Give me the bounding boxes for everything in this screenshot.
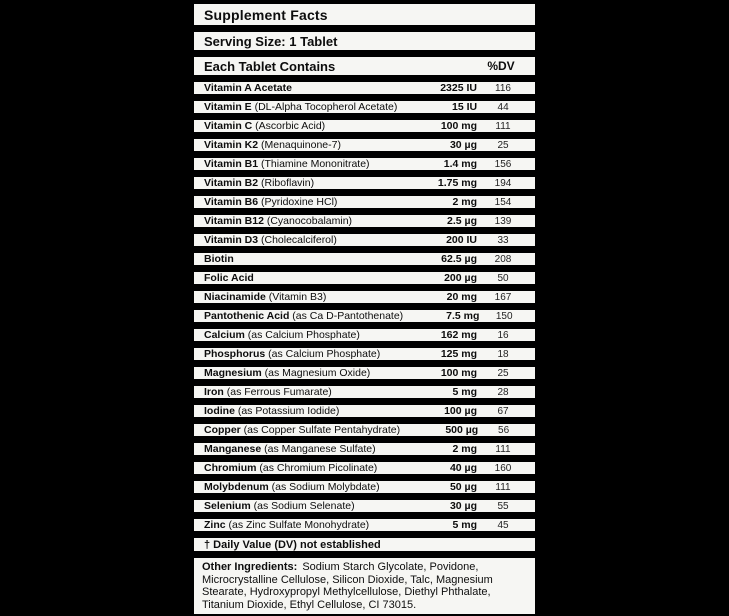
nutrient-name-cell bbox=[204, 215, 397, 227]
nutrient-detail: (as Potassium Iodide) bbox=[234, 405, 340, 417]
title-panel bbox=[192, 2, 537, 27]
nutrient-name: Phosphorus bbox=[204, 348, 266, 360]
nutrient-row bbox=[192, 422, 537, 438]
nutrient-row bbox=[192, 479, 537, 495]
nutrient-amount: 100 mg bbox=[440, 367, 477, 379]
nutrient-amount: 40 µg bbox=[449, 462, 477, 474]
nutrient-row bbox=[192, 346, 537, 362]
nutrient-detail: (as Chromium Picolinate) bbox=[256, 462, 378, 474]
nutrient-name-cell bbox=[204, 196, 397, 208]
nutrient-detail: (as Manganese Sulfate) bbox=[261, 443, 376, 455]
nutrient-dv: 154 bbox=[494, 196, 512, 208]
nutrient-dv: 167 bbox=[494, 291, 512, 303]
nutrient-row bbox=[192, 441, 537, 457]
nutrient-name-cell bbox=[204, 272, 397, 284]
nutrient-row bbox=[192, 118, 537, 134]
nutrient-dv: 160 bbox=[494, 462, 512, 474]
nutrient-name-cell bbox=[204, 348, 397, 360]
nutrient-amount: 162 mg bbox=[440, 329, 477, 341]
nutrient-detail: (Thiamine Mononitrate) bbox=[258, 158, 370, 170]
nutrient-dv: 150 bbox=[495, 310, 513, 322]
nutrient-amount: 2325 IU bbox=[440, 82, 477, 94]
nutrient-amount: 200 IU bbox=[446, 234, 477, 246]
nutrient-row bbox=[192, 517, 537, 533]
nutrient-amount: 100 mg bbox=[440, 120, 477, 132]
nutrient-detail: (Vitamin B3) bbox=[265, 291, 327, 303]
nutrient-name-cell bbox=[204, 405, 397, 417]
nutrient-detail: (Ascorbic Acid) bbox=[252, 120, 326, 132]
nutrient-name: Molybdenum bbox=[204, 481, 269, 493]
nutrient-dv: 55 bbox=[497, 500, 509, 512]
nutrient-name: Pantothenic Acid bbox=[204, 310, 290, 322]
nutrient-row bbox=[192, 308, 537, 324]
nutrient-name: Folic Acid bbox=[204, 272, 254, 284]
nutrient-name-cell bbox=[204, 443, 397, 455]
nutrient-dv: 67 bbox=[497, 405, 509, 417]
serving-size-panel bbox=[192, 30, 537, 52]
nutrient-name: Vitamin B12 bbox=[204, 215, 264, 227]
nutrient-name: Vitamin C bbox=[204, 120, 253, 132]
nutrient-name: Vitamin A Acetate bbox=[204, 82, 292, 94]
nutrient-amount: 1.75 mg bbox=[437, 177, 477, 189]
nutrient-amount: 2 mg bbox=[452, 443, 477, 455]
nutrient-name: Calcium bbox=[204, 329, 245, 341]
nutrient-row bbox=[192, 232, 537, 248]
nutrient-detail: (as Sodium Selenate) bbox=[250, 500, 355, 512]
nutrient-amount: 125 mg bbox=[440, 348, 477, 360]
nutrient-amount: 100 µg bbox=[444, 405, 477, 417]
nutrient-amount: 200 µg bbox=[444, 272, 477, 284]
nutrient-detail: (as Zinc Sulfate Monohydrate) bbox=[225, 519, 370, 531]
nutrient-name-cell bbox=[204, 386, 397, 398]
nutrient-dv: 116 bbox=[495, 82, 511, 94]
nutrient-detail: (as Ferrous Fumarate) bbox=[223, 386, 332, 398]
nutrient-name: Vitamin B6 bbox=[204, 196, 259, 208]
other-ingredients-panel bbox=[192, 556, 537, 616]
nutrient-name-cell bbox=[204, 367, 397, 379]
nutrient-name-cell bbox=[204, 329, 397, 341]
nutrient-detail: (DL-Alpha Tocopherol Acetate) bbox=[251, 101, 398, 113]
nutrient-name-cell bbox=[204, 462, 397, 474]
nutrient-row bbox=[192, 194, 537, 210]
nutrient-name-cell bbox=[204, 291, 397, 303]
nutrient-name: Vitamin B2 bbox=[204, 177, 259, 189]
nutrient-dv: 25 bbox=[497, 367, 509, 379]
nutrient-name: Biotin bbox=[204, 253, 234, 265]
nutrient-amount: 30 µg bbox=[449, 139, 477, 151]
nutrient-row bbox=[192, 498, 537, 514]
nutrient-name: Niacinamide bbox=[204, 291, 266, 303]
nutrient-row bbox=[192, 213, 537, 229]
nutrient-rows bbox=[192, 80, 537, 533]
nutrient-row bbox=[192, 137, 537, 153]
nutrient-amount: 500 µg bbox=[445, 424, 479, 436]
nutrient-amount: 7.5 mg bbox=[446, 310, 480, 322]
nutrient-name-cell bbox=[204, 120, 397, 132]
nutrient-amount: 1.4 mg bbox=[443, 158, 477, 170]
nutrient-name: Manganese bbox=[204, 443, 262, 455]
column-header-panel bbox=[192, 55, 537, 77]
nutrient-dv: 111 bbox=[495, 481, 511, 493]
nutrient-name: Vitamin D3 bbox=[204, 234, 259, 246]
nutrient-name: Copper bbox=[204, 424, 241, 436]
nutrient-name-cell bbox=[204, 424, 400, 436]
nutrient-row bbox=[192, 460, 537, 476]
nutrient-name: Vitamin K2 bbox=[204, 139, 259, 151]
nutrient-amount: 15 IU bbox=[452, 101, 478, 113]
nutrient-name: Vitamin E bbox=[204, 101, 252, 113]
nutrient-name-cell bbox=[204, 139, 397, 151]
nutrient-dv: 111 bbox=[495, 120, 511, 132]
nutrient-dv: 111 bbox=[495, 443, 511, 455]
nutrient-row bbox=[192, 251, 537, 267]
nutrient-name-cell bbox=[204, 101, 397, 113]
nutrient-dv: 16 bbox=[497, 329, 509, 341]
nutrient-detail: (as Magnesium Oxide) bbox=[261, 367, 371, 379]
nutrient-amount: 30 µg bbox=[449, 500, 477, 512]
dv-footnote-panel bbox=[192, 536, 537, 553]
nutrient-name: Iron bbox=[204, 386, 224, 398]
supplement-facts-label bbox=[192, 2, 537, 616]
nutrient-detail: (Menaquinone-7) bbox=[258, 139, 341, 151]
nutrient-detail: (Cholecalciferol) bbox=[258, 234, 337, 246]
nutrient-row bbox=[192, 403, 537, 419]
nutrient-dv: 56 bbox=[498, 424, 510, 436]
nutrient-dv: 139 bbox=[494, 215, 512, 227]
nutrient-detail: (Cyanocobalamin) bbox=[263, 215, 353, 227]
nutrient-row bbox=[192, 327, 537, 343]
nutrient-name-cell bbox=[204, 500, 397, 512]
nutrient-amount: 2.5 µg bbox=[447, 215, 477, 227]
nutrient-row bbox=[192, 365, 537, 381]
other-ingredients-label: Other Ingredients: bbox=[202, 561, 298, 573]
nutrient-dv: 44 bbox=[497, 101, 509, 113]
nutrient-name-cell bbox=[204, 234, 397, 246]
nutrient-name: Chromium bbox=[204, 462, 257, 474]
nutrient-name: Vitamin B1 bbox=[204, 158, 259, 170]
nutrient-dv: 156 bbox=[494, 158, 512, 170]
nutrient-detail: (as Calcium Phosphate) bbox=[265, 348, 381, 360]
nutrient-dv: 33 bbox=[497, 234, 509, 246]
nutrient-row bbox=[192, 384, 537, 400]
dv-column-header: %DV bbox=[487, 59, 515, 73]
nutrient-dv: 25 bbox=[497, 139, 509, 151]
nutrient-name: Iodine bbox=[204, 405, 235, 417]
nutrient-row bbox=[192, 99, 537, 115]
nutrient-detail: (as Sodium Molybdate) bbox=[268, 481, 380, 493]
nutrient-amount: 2 mg bbox=[452, 196, 477, 208]
nutrient-row bbox=[192, 80, 537, 96]
nutrient-detail: (Pyridoxine HCl) bbox=[258, 196, 338, 208]
nutrient-dv: 50 bbox=[497, 272, 509, 284]
nutrient-amount: 20 mg bbox=[446, 291, 477, 303]
nutrient-detail: (Riboflavin) bbox=[258, 177, 315, 189]
nutrient-detail: (as Copper Sulfate Pentahydrate) bbox=[240, 424, 401, 436]
nutrient-name-cell bbox=[204, 82, 397, 94]
nutrient-dv: 208 bbox=[494, 253, 512, 265]
nutrient-dv: 28 bbox=[497, 386, 509, 398]
nutrient-name-cell bbox=[204, 177, 397, 189]
nutrient-dv: 18 bbox=[497, 348, 509, 360]
dv-footnote: † Daily Value (DV) not established bbox=[204, 538, 381, 551]
nutrient-row bbox=[192, 175, 537, 191]
nutrient-amount: 5 mg bbox=[452, 519, 477, 531]
nutrient-amount: 5 mg bbox=[452, 386, 477, 398]
nutrient-name-cell bbox=[204, 253, 397, 265]
nutrient-amount: 50 µg bbox=[449, 481, 477, 493]
nutrient-row bbox=[192, 289, 537, 305]
other-ingredients-text: Sodium Starch Glycolate, Povidone, Microcrystalline Cellulose, Silicon Dioxide, Talc, Magnesium Stearate, Hydroxypropyl Methylcellulose, Diethyl Phthalate, Titanium Dioxide, Ethyl Cellulose, CI 73015. bbox=[202, 561, 493, 611]
nutrient-name-cell bbox=[204, 310, 403, 322]
page-title: Supplement Facts bbox=[204, 6, 328, 23]
nutrient-row bbox=[192, 270, 537, 286]
nutrient-name: Zinc bbox=[204, 519, 226, 531]
serving-size: Serving Size: 1 Tablet bbox=[204, 33, 338, 49]
nutrient-name: Selenium bbox=[204, 500, 251, 512]
nutrient-dv: 194 bbox=[494, 177, 512, 189]
contains-header: Each Tablet Contains bbox=[204, 58, 336, 74]
nutrient-dv: 45 bbox=[497, 519, 509, 531]
nutrient-amount: 62.5 µg bbox=[441, 253, 477, 265]
nutrient-name-cell bbox=[204, 158, 397, 170]
nutrient-detail: (as Ca D-Pantothenate) bbox=[289, 310, 404, 322]
nutrient-name-cell bbox=[204, 519, 397, 531]
nutrient-name-cell bbox=[204, 481, 397, 493]
nutrient-name: Magnesium bbox=[204, 367, 262, 379]
nutrient-detail: (as Calcium Phosphate) bbox=[244, 329, 360, 341]
nutrient-row bbox=[192, 156, 537, 172]
